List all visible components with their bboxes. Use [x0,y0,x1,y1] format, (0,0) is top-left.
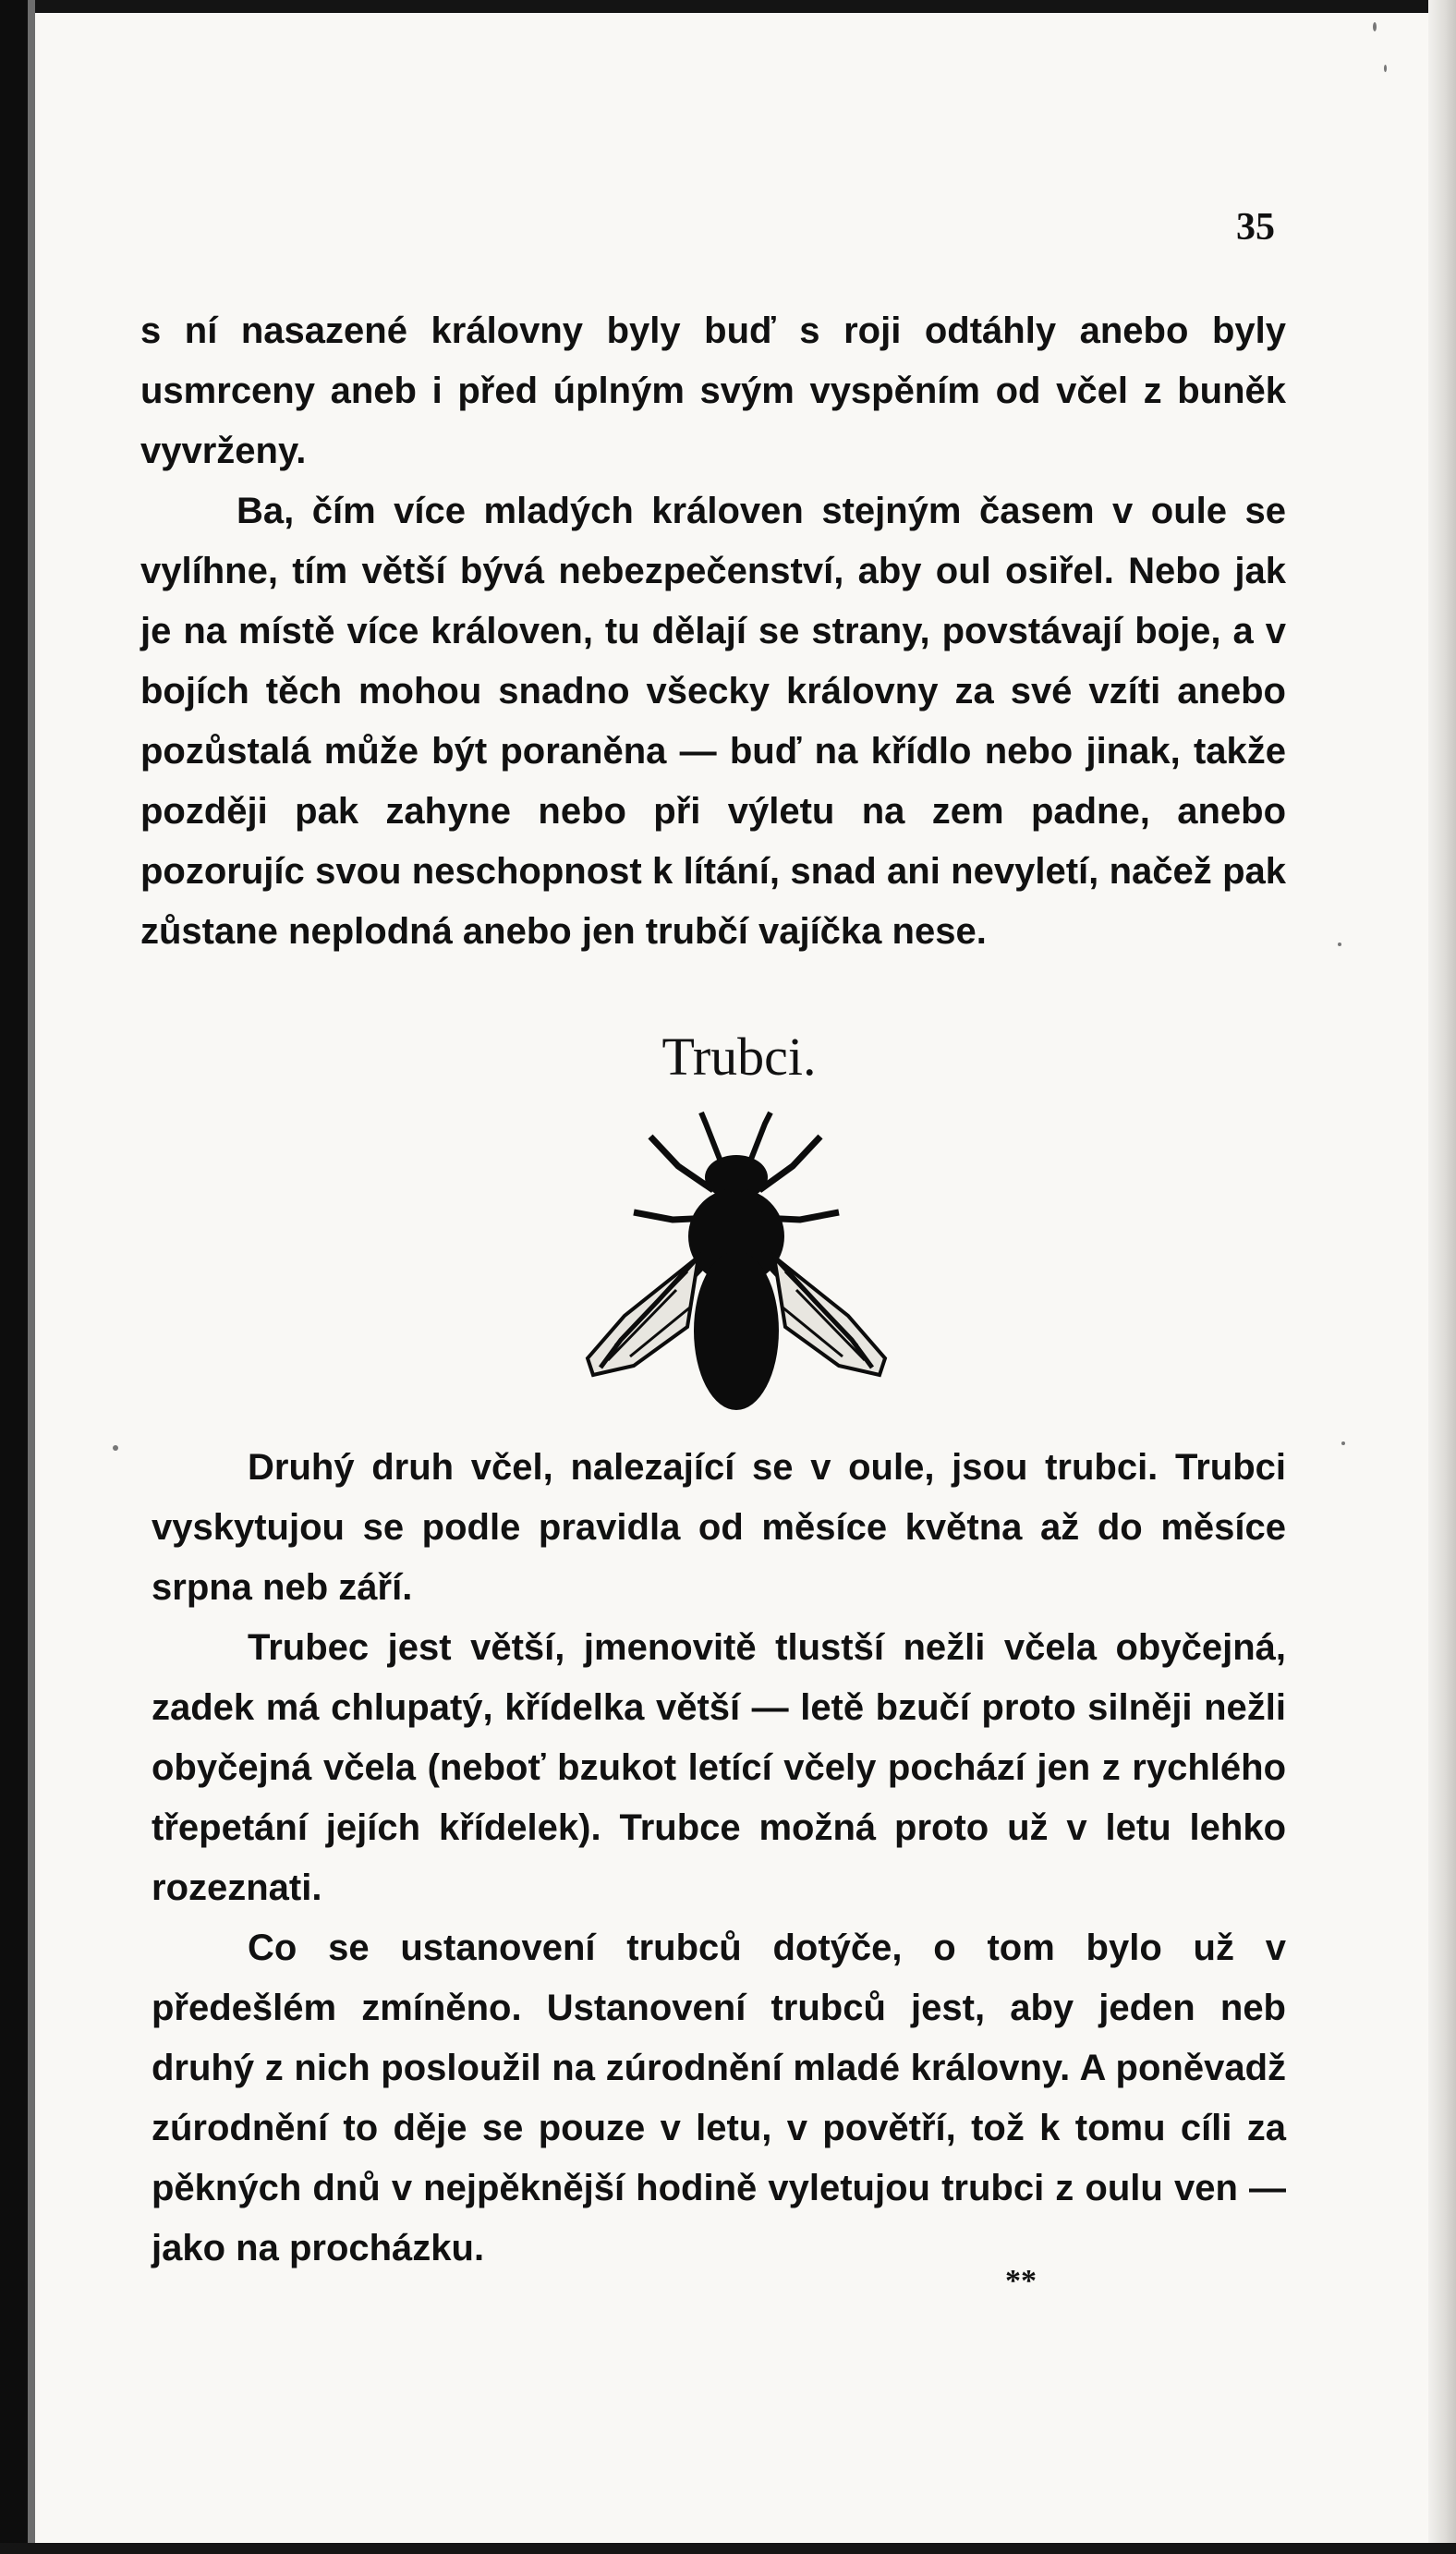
scan-speck [113,1445,118,1451]
scan-speck [1373,22,1377,31]
page-number: 35 [1236,206,1275,249]
paragraph: s ní nasazené královny byly buď s roji odtáhly anebo byly usmrceny aneb i před úplným svým vyspěním od včel z buněk vyvrženy. [140,310,1286,471]
scan-border-top [0,0,1456,13]
paragraph: Co se ustanovení trubců dotýče, o tom bylo už v předešlém zmíněno. Ustanovení trubců jest, aby jeden neb druhý z nich posloužil na zúrodnění mladé královny. A poněvadž zúrodnění to děje se pouze v letu, v povětří, tož k tomu cíli za pěkných dnů v nejpěknější hodině vyletujou trubci z oulu ven — jako na procházku. [152,1928,1286,2268]
page-gutter-shadow [28,0,35,2554]
scan-border-bottom [0,2543,1456,2554]
paragraph: Druhý druh včel, nalezající se v oule, jsou trubci. Trubci vyskytujou se podle pravidla od měsíce května až do měsíce srpna neb září. [152,1447,1286,1608]
scan-speck [1341,1441,1345,1445]
page-edge-right [1428,0,1456,2554]
section-heading: Trubci. [661,1027,817,1087]
drone-bee-icon [584,1109,889,1423]
body-text-top [140,301,1286,962]
scan-speck [1338,943,1341,946]
body-text-bottom [152,1438,1286,2279]
scan-border-left [0,0,28,2554]
signature-mark: ** [1005,2264,1037,2298]
paragraph: Ba, čím více mladých královen stejným časem v oule se vylíhne, tím větší bývá nebezpečenství, aby oul osiřel. Nebo jak je na místě více královen, tu dělají se strany, povstávají boje, a v bojích těch mohou snadno všecky královny za své vzíti anebo pozůstalá může být poraněna — buď na křídlo nebo jinak, takže později pak zahyne nebo při výletu na zem padne, anebo pozorujíc svou neschopnost k lítání, snad ani nevyletí, načež pak zůstane neplodná anebo jen trubčí vajíčka nese. [140,491,1286,952]
scan-speck [1384,65,1387,72]
paragraph: Trubec jest větší, jmenovitě tlustší nežli včela obyčejná, zadek má chlupatý, křídelka větší — letě bzučí proto silněji nežli obyčejná včela (neboť bzukot letící včely pochází jen z rychlého třepetání jejích křídelek). Trubce možná proto už v letu lehko rozeznati. [152,1627,1286,1908]
